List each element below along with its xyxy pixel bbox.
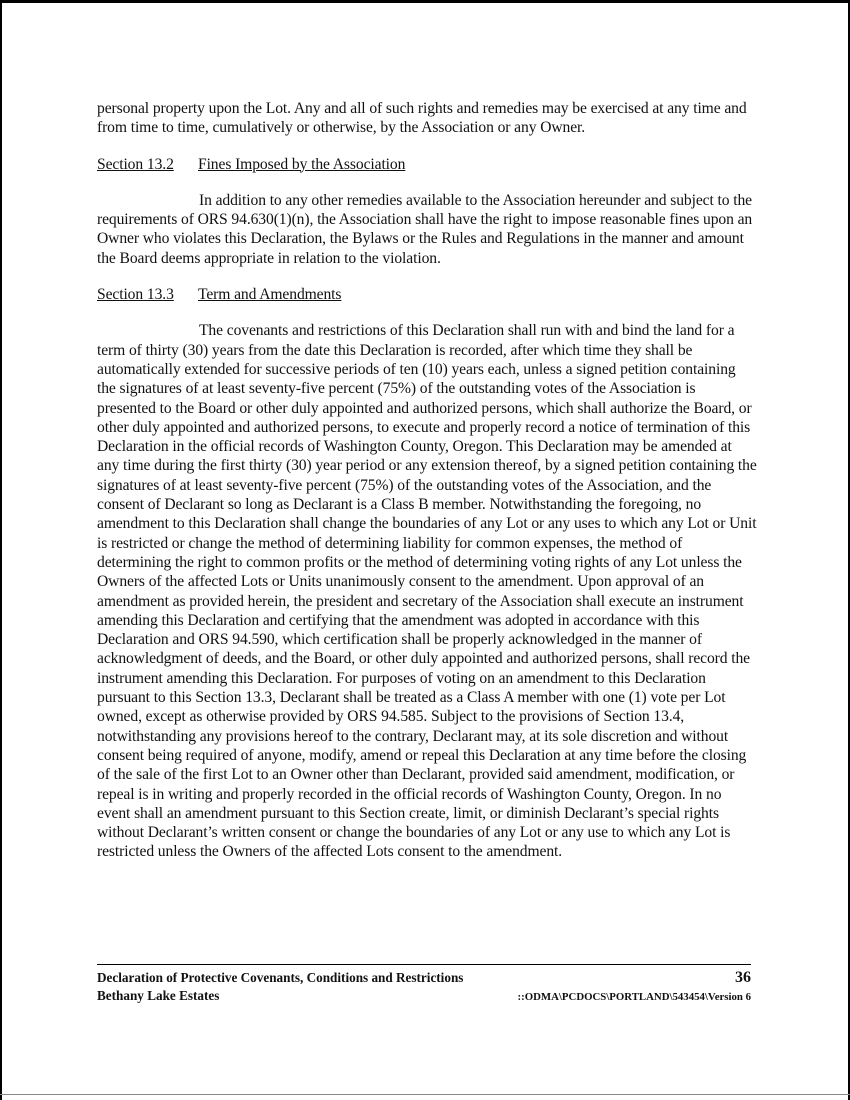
section-13-3-title: Term and Amendments <box>198 286 342 304</box>
section-13-3-number: Section 13.3 <box>97 286 174 304</box>
footer-project-name: Bethany Lake Estates <box>97 988 220 1003</box>
page-footer <box>97 964 751 1004</box>
section-13-2-paragraph: In addition to any other remedies available to the Association hereunder and subject to the requirements of ORS 94.630(1)(n), the Association shall have the right to impose reasonable fines upon an Owner who violates this Declaration, the Bylaws or the Rules and Regulations in the manner and amount the Board deems appropriate in relation to the violation. <box>97 191 753 267</box>
section-13-3-paragraph: The covenants and restrictions of this Declaration shall run with and bind the land for a term of thirty (30) years from the date this Declaration is recorded, after which time they shall be automatically extended for successive periods of ten (10) years each, unless a signed petition containing the signatures of at least seventy-five percent (75%) of the outstanding votes of the Association is presented to the Board or other duly appointed and authorized persons, which shall authorize the Board, or other duly appointed and authorized persons, to execute and properly record a notice of termination of this Declaration in the official records of Washington County, Oregon. This Declaration may be amended at any time during the first thirty (30) year period or any extension thereof, by a signed petition containing the signatures of at least seventy-five percent (75%) of the outstanding votes of the Association, and the consent of Declarant so long as Declarant is a Class B member. Notwithstanding the foregoing, no amendment to this Declaration shall change the boundaries of any Lot or any uses to which any Lot or Unit is restricted or change the method of determining liability for common expenses, the method of determining the right to common profits or the method of determining voting rights of any Lot unless the Owners of the affected Lots or Units unanimously consent to the amendment. Upon approval of an amendment as provided herein, the president and secretary of the Association shall execute an instrument amending this Declaration and certifying that the amendment was adopted in accordance with this Declaration and ORS 94.590, which certification shall be properly acknowledged in the manner of acknowledgment of deeds, and the Board, or other duly appointed and authorized persons, shall record the instrument amending this Declaration. For purposes of voting on an amendment to this Declaration pursuant to this Section 13.3, Declarant shall be treated as a Class A member with one (1) vote per Lot owned, except as otherwise provided by ORS 94.585. Subject to the provisions of Section 13.4, notwithstanding any provisions hereof to the contrary, Declarant may, at its sole discretion and without consent being required of anyone, modify, amend or repeal this Declaration at any time before the closing of the sale of the first Lot to an Owner other than Declarant, provided said amendment, modification, or repeal is in writing and properly recorded in the official records of Washington County, Oregon. In no event shall an amendment pursuant to this Section create, limit, or diminish Declarant’s special rights without Declarant’s written consent or change the boundaries of any Lot or any use to which any Lot is restricted unless the Owners of the affected Lots consent to the amendment. <box>97 322 757 861</box>
section-13-3-heading <box>97 285 757 304</box>
footer-row-bottom <box>97 987 751 1004</box>
page-edge-left <box>0 0 2 1100</box>
footer-document-path: ::ODMA\PCDOCS\PORTLAND\543454\Version 6 <box>517 991 751 1003</box>
footer-row-top <box>97 965 751 987</box>
document-body <box>97 99 757 862</box>
section-13-2-heading <box>97 155 757 174</box>
continuation-paragraph: personal property upon the Lot. Any and all of such rights and remedies may be exercised at any time and from time to time, cumulatively or otherwise, by the Association or any Owner. <box>97 100 747 137</box>
footer-document-title: Declaration of Protective Covenants, Conditions and Restrictions <box>97 970 464 985</box>
section-13-2-number: Section 13.2 <box>97 155 174 173</box>
page-edge-top <box>0 0 850 3</box>
scan-edge-bottom <box>0 1094 850 1095</box>
section-13-2-title: Fines Imposed by the Association <box>198 155 406 173</box>
page-number: 36 <box>735 969 751 986</box>
